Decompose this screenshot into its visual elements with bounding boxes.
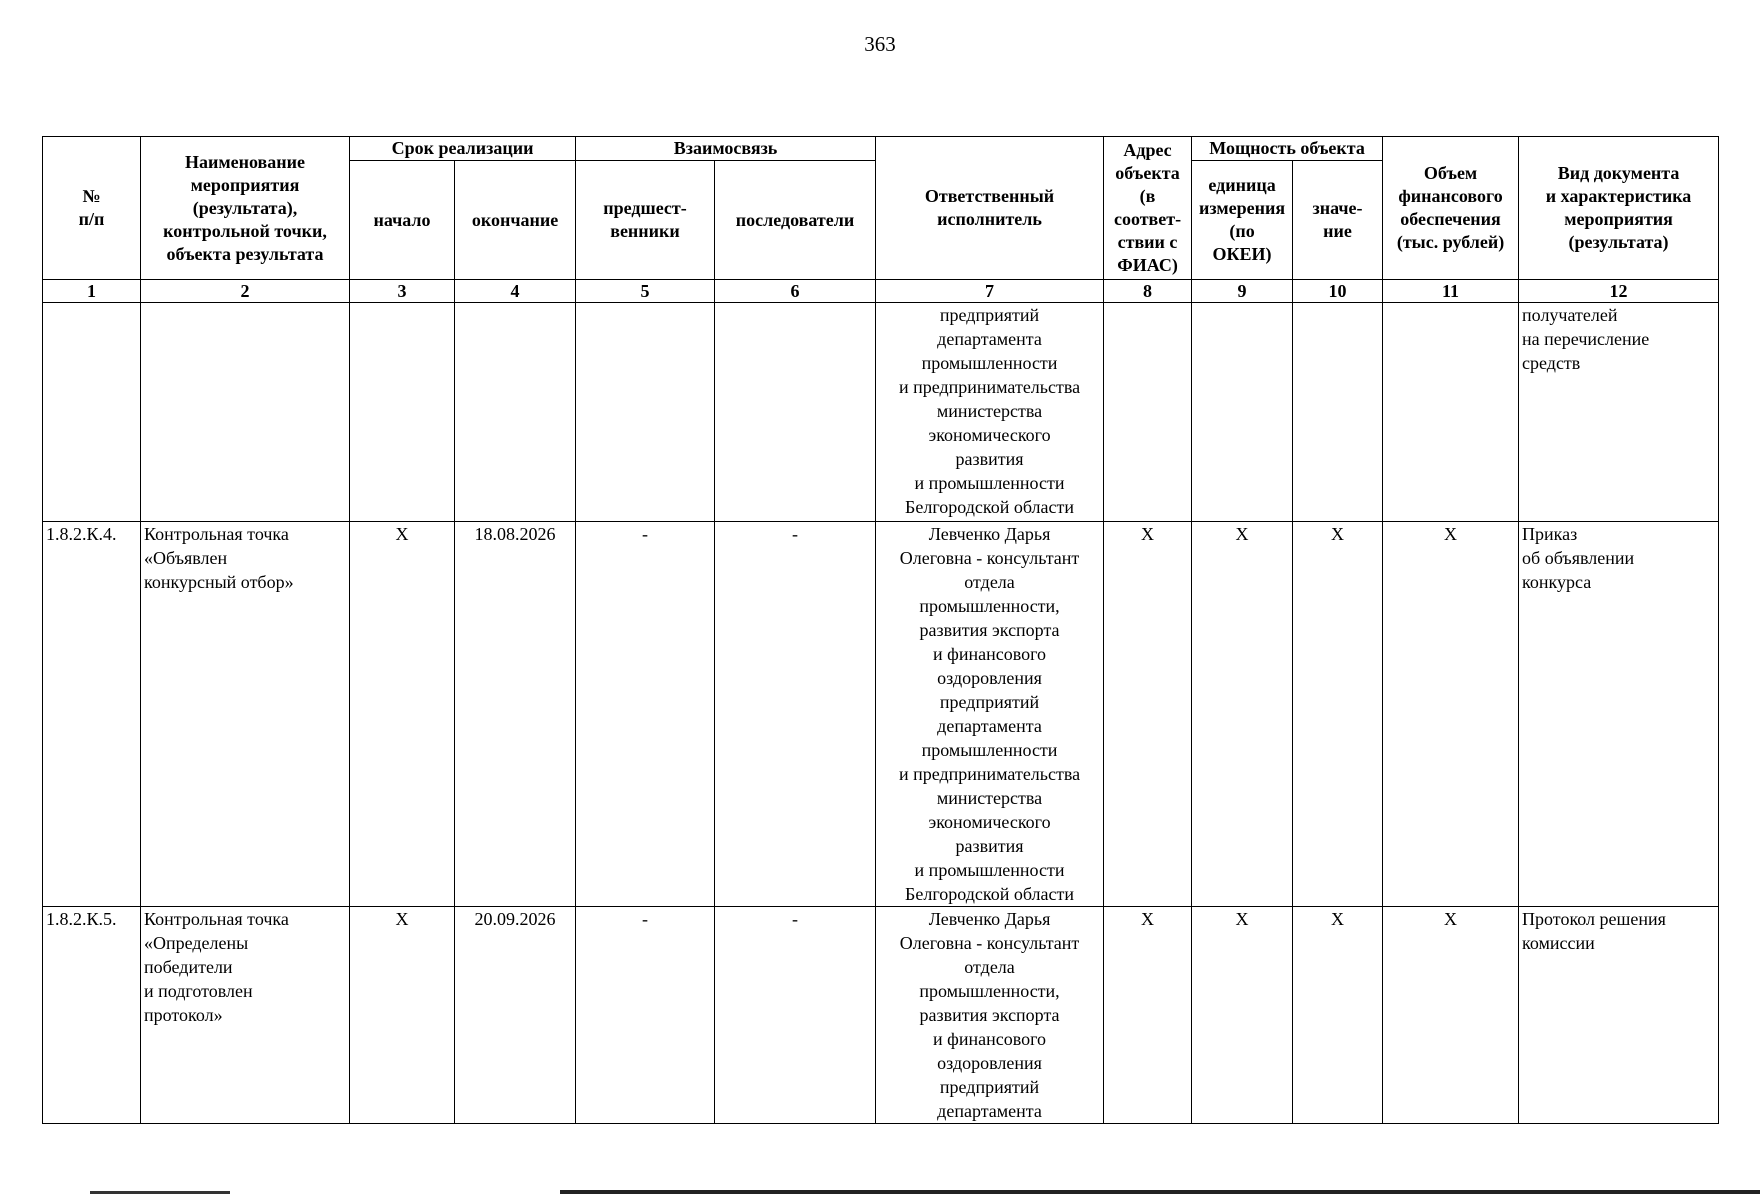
- row-value: X: [1293, 522, 1383, 907]
- column-number: 2: [141, 280, 350, 303]
- table-row: [43, 303, 1719, 522]
- row-unit: X: [1192, 522, 1293, 907]
- row-address: X: [1104, 522, 1192, 907]
- column-number: 7: [876, 280, 1104, 303]
- header-value: значе- ние: [1293, 161, 1383, 280]
- row-name: Контрольная точка «Объявлен конкурсный отбор»: [141, 522, 350, 907]
- header-relation: Взаимосвязь: [576, 137, 876, 161]
- row-funding: X: [1383, 522, 1519, 907]
- column-number: 4: [455, 280, 576, 303]
- row-start: [350, 303, 455, 522]
- row-successors: -: [715, 907, 876, 1124]
- row-name: Контрольная точка «Определены победители и подготовлен протокол»: [141, 907, 350, 1124]
- row-predecessors: [576, 303, 715, 522]
- scan-edge-left: [90, 1191, 230, 1194]
- header-start: начало: [350, 161, 455, 280]
- row-num: 1.8.2.К.5.: [43, 907, 141, 1124]
- row-responsible: Левченко Дарья Олеговна - консультант отдела промышленности, развития экспорта и финансового оздоровления предприятий департамента: [876, 907, 1104, 1124]
- header-capacity: Мощность объекта: [1192, 137, 1383, 161]
- row-name: [141, 303, 350, 522]
- header-period: Срок реализации: [350, 137, 576, 161]
- table-row: [43, 522, 1719, 907]
- row-end: 18.08.2026: [455, 522, 576, 907]
- header-responsible: Ответственный исполнитель: [876, 137, 1104, 280]
- column-number: 5: [576, 280, 715, 303]
- row-predecessors: -: [576, 522, 715, 907]
- page-number: 363: [864, 32, 896, 56]
- column-number: 8: [1104, 280, 1192, 303]
- row-doc-type: получателей на перечисление средств: [1519, 303, 1719, 522]
- scan-edge: [560, 1190, 1760, 1194]
- row-successors: [715, 303, 876, 522]
- column-number: 12: [1519, 280, 1719, 303]
- header-num: № п/п: [43, 137, 141, 280]
- row-end: 20.09.2026: [455, 907, 576, 1124]
- row-funding: X: [1383, 907, 1519, 1124]
- row-address: X: [1104, 907, 1192, 1124]
- row-successors: -: [715, 522, 876, 907]
- header-address: Адрес объекта (в соответ- ствии с ФИАС): [1104, 137, 1192, 280]
- row-address: [1104, 303, 1192, 522]
- row-value: [1293, 303, 1383, 522]
- column-number: 11: [1383, 280, 1519, 303]
- row-responsible: Левченко Дарья Олеговна - консультант отдела промышленности, развития экспорта и финансового оздоровления предприятий департамента промышленности и предпринимательства министерства экономического развития и промышленности Белгородской области: [876, 522, 1104, 907]
- column-number: 9: [1192, 280, 1293, 303]
- row-doc-type: Протокол решения комиссии: [1519, 907, 1719, 1124]
- row-responsible: предприятий департамента промышленности и предпринимательства министерства экономического развития и промышленности Белгородской области: [876, 303, 1104, 522]
- row-start: X: [350, 522, 455, 907]
- column-number-row: [43, 280, 1719, 303]
- row-unit: [1192, 303, 1293, 522]
- table-row: [43, 907, 1719, 1124]
- row-funding: [1383, 303, 1519, 522]
- row-num: 1.8.2.К.4.: [43, 522, 141, 907]
- plan-table: [42, 136, 1719, 1124]
- row-start: X: [350, 907, 455, 1124]
- column-number: 3: [350, 280, 455, 303]
- header-successors: последователи: [715, 161, 876, 280]
- header-predecessors: предшест- венники: [576, 161, 715, 280]
- header-name: Наименование мероприятия (результата), контрольной точки, объекта результата: [141, 137, 350, 280]
- row-unit: X: [1192, 907, 1293, 1124]
- column-number: 1: [43, 280, 141, 303]
- header-end: окончание: [455, 161, 576, 280]
- header-funding: Объем финансового обеспечения (тыс. рублей): [1383, 137, 1519, 280]
- column-number: 6: [715, 280, 876, 303]
- row-end: [455, 303, 576, 522]
- header-unit: единица измерения (по ОКЕИ): [1192, 161, 1293, 280]
- header-doc-type: Вид документа и характеристика мероприятия (результата): [1519, 137, 1719, 280]
- row-predecessors: -: [576, 907, 715, 1124]
- row-doc-type: Приказ об объявлении конкурса: [1519, 522, 1719, 907]
- row-value: X: [1293, 907, 1383, 1124]
- row-num: [43, 303, 141, 522]
- column-number: 10: [1293, 280, 1383, 303]
